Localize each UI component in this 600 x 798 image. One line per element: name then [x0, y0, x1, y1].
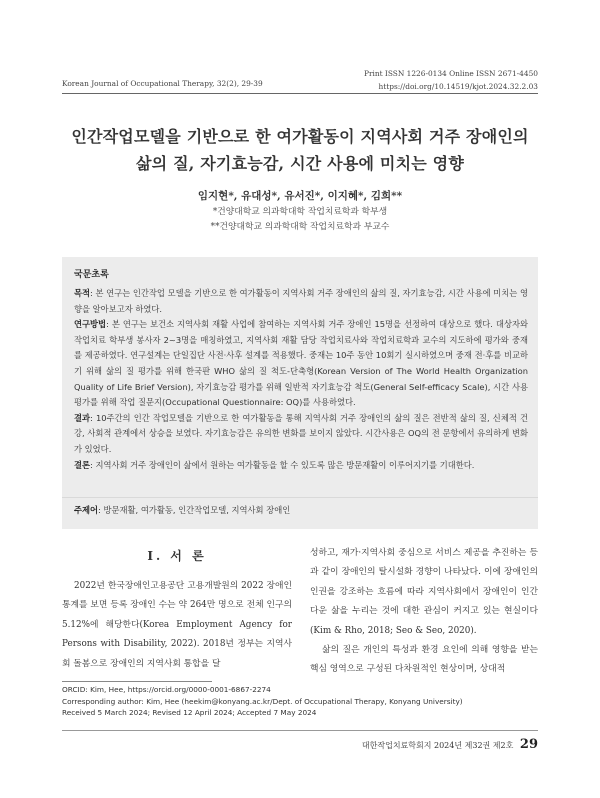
conclusion-label: 결론 — [74, 459, 91, 470]
title-line-1: 인간작업모델을 기반으로 한 여가활동이 지역사회 거주 장애인의 — [71, 127, 529, 146]
journal-citation: Korean Journal of Occupational Therapy, 32(2), 29-39 — [62, 79, 263, 88]
abstract-box — [62, 257, 538, 529]
methods-label: 연구방법 — [74, 319, 107, 330]
footnote — [62, 684, 538, 719]
doi-link[interactable]: https://doi.org/10.14519/kjot.2024.32.2.03 — [378, 82, 538, 91]
methods-text: : 본 연구는 보건소 지역사회 재활 사업에 참여하는 지역사회 거주 장애인 15명을 선정하여 대상으로 했다. 대상자와 작업치료 학부생 봉사자 2~3명을 매칭하였고, 지역사회 재활 담당 작업치료사와 작업치료학과 교수의 지도하에 평가와 중재를 제공하였다. 연구설계는 단일집단 사전·사후 설계를 적용했다. 중재는 10주 동안 10회기 실시하였으며 중재 전·후를 비교하기 위해 삶의 질 평가를 위해 한국판 WHO 삶의 질 척도-단축형(Korean Version of The World Health Organization Quality of Life Brief Version), 자기효능감 평가를 위해 일반적 자기효능감 척도(General Self-efficacy Scale), 시간 사용 평가를 위해 작업 질문지(Occupational Questionnaire: OQ)를 사용하였다. — [74, 319, 528, 408]
body-column-right — [310, 544, 538, 680]
affiliation-2: **건양대학교 의과학대학 작업치료학과 부교수 — [210, 222, 390, 232]
author-list: 임지현*, 유대성*, 유서진*, 이지혜*, 김희** — [197, 190, 403, 202]
intro-paragraph-2: 삶의 질은 개인의 특성과 환경 요인에 의해 영향을 받는 핵심 영역으로 구성된 다차원적인 현상이며, 상대적 — [310, 645, 538, 675]
affiliation-1: *건양대학교 의과학대학 작업치료학과 학부생 — [212, 207, 388, 217]
footer-journal: 대한작업치료학회지 2024년 제32권 제2호 — [361, 741, 514, 750]
results-text: : 10주간의 인간 작업모델을 기반으로 한 여가활동을 통해 지역사회 거주 장애인의 삶의 질은 전반적 삶의 질, 신체적 건강, 사회적 관계에서 상승을 보였다. 자기효능감은 유의한 변화를 보이지 않았다. 시간사용은 OQ의 전 문항에서 유의하게 변화가 있었다. — [74, 412, 528, 454]
section-title-intro: Ⅰ. 서 론 — [147, 549, 207, 563]
footnote-rule — [62, 681, 212, 682]
keywords-text: : 방문재활, 여가활동, 인간작업모델, 지역사회 장애인 — [98, 505, 291, 515]
issn-doi-block — [364, 67, 538, 93]
abstract-methods — [74, 317, 528, 411]
keywords-label: 주제어 — [74, 505, 99, 515]
issn: Print ISSN 1226-0134 Online ISSN 2671-4450 — [363, 69, 538, 78]
page-number: 29 — [519, 737, 538, 752]
title-line-2: 삶의 질, 자기효능감, 시간 사용에 미치는 영향 — [136, 154, 464, 173]
conclusion-text: : 지역사회 거주 장애인이 삶에서 원하는 여가활동을 할 수 있도록 많은 방문재활이 이루어지기를 기대한다. — [90, 459, 475, 470]
abstract-results — [74, 411, 528, 458]
paper-title — [62, 123, 538, 177]
abstract-purpose — [74, 286, 528, 317]
abstract-conclusion — [74, 458, 528, 474]
purpose-label: 목적 — [74, 288, 91, 298]
affiliations — [62, 205, 538, 235]
results-label: 결과 — [74, 412, 91, 423]
article-dates: Received 5 March 2024; Revised 12 April 2024; Accepted 7 May 2024 — [62, 708, 317, 717]
intro-paragraph-1-cont: 성하고, 재가·지역사회 중심으로 서비스 제공을 추진하는 등과 같이 장애인의 탈시설화 경향이 나타났다. 이에 장애인의 인권을 강조하는 흐름에 따라 지역사회에서 장애인이 인간다운 삶을 누리는 것에 대한 관심이 커지고 있는 현실이다(Kim & Rho, 2018; Seo & Seo, 2020). — [310, 548, 538, 636]
abstract-heading: 국문초록 — [74, 270, 109, 280]
corresponding-author: Corresponding author: Kim, Hee (heekim@konyang.ac.kr/Dept. of Occupational Therapy, Konyang University) — [62, 696, 463, 706]
page-footer — [362, 737, 538, 752]
footer-rule — [62, 730, 538, 731]
header-rule — [62, 93, 538, 94]
keywords — [74, 504, 290, 516]
purpose-text: : 본 연구는 인간작업 모델을 기반으로 한 여가활동이 지역사회 거주 장애인의 삶의 질, 자기효능감, 시간 사용에 미치는 영향을 알아보고자 하였다. — [74, 288, 528, 314]
abstract-divider — [62, 497, 538, 498]
intro-paragraph-1: 2022년 한국장애인고용공단 고용개발원의 2022 장애인 통계를 보면 등록 장애인 수는 약 264만 명으로 전체 인구의 5.12%에 해당한다(Korea Employment Agency for Persons with Disability, 2022). 2018년 정부는 지역사회 돌봄으로 장애인의 지역사회 통합을 달 — [62, 581, 292, 669]
orcid-line: ORCID: Kim, Hee, https://orcid.org/0000-0001-6867-2274 — [62, 685, 271, 694]
body-column-left — [62, 577, 292, 674]
